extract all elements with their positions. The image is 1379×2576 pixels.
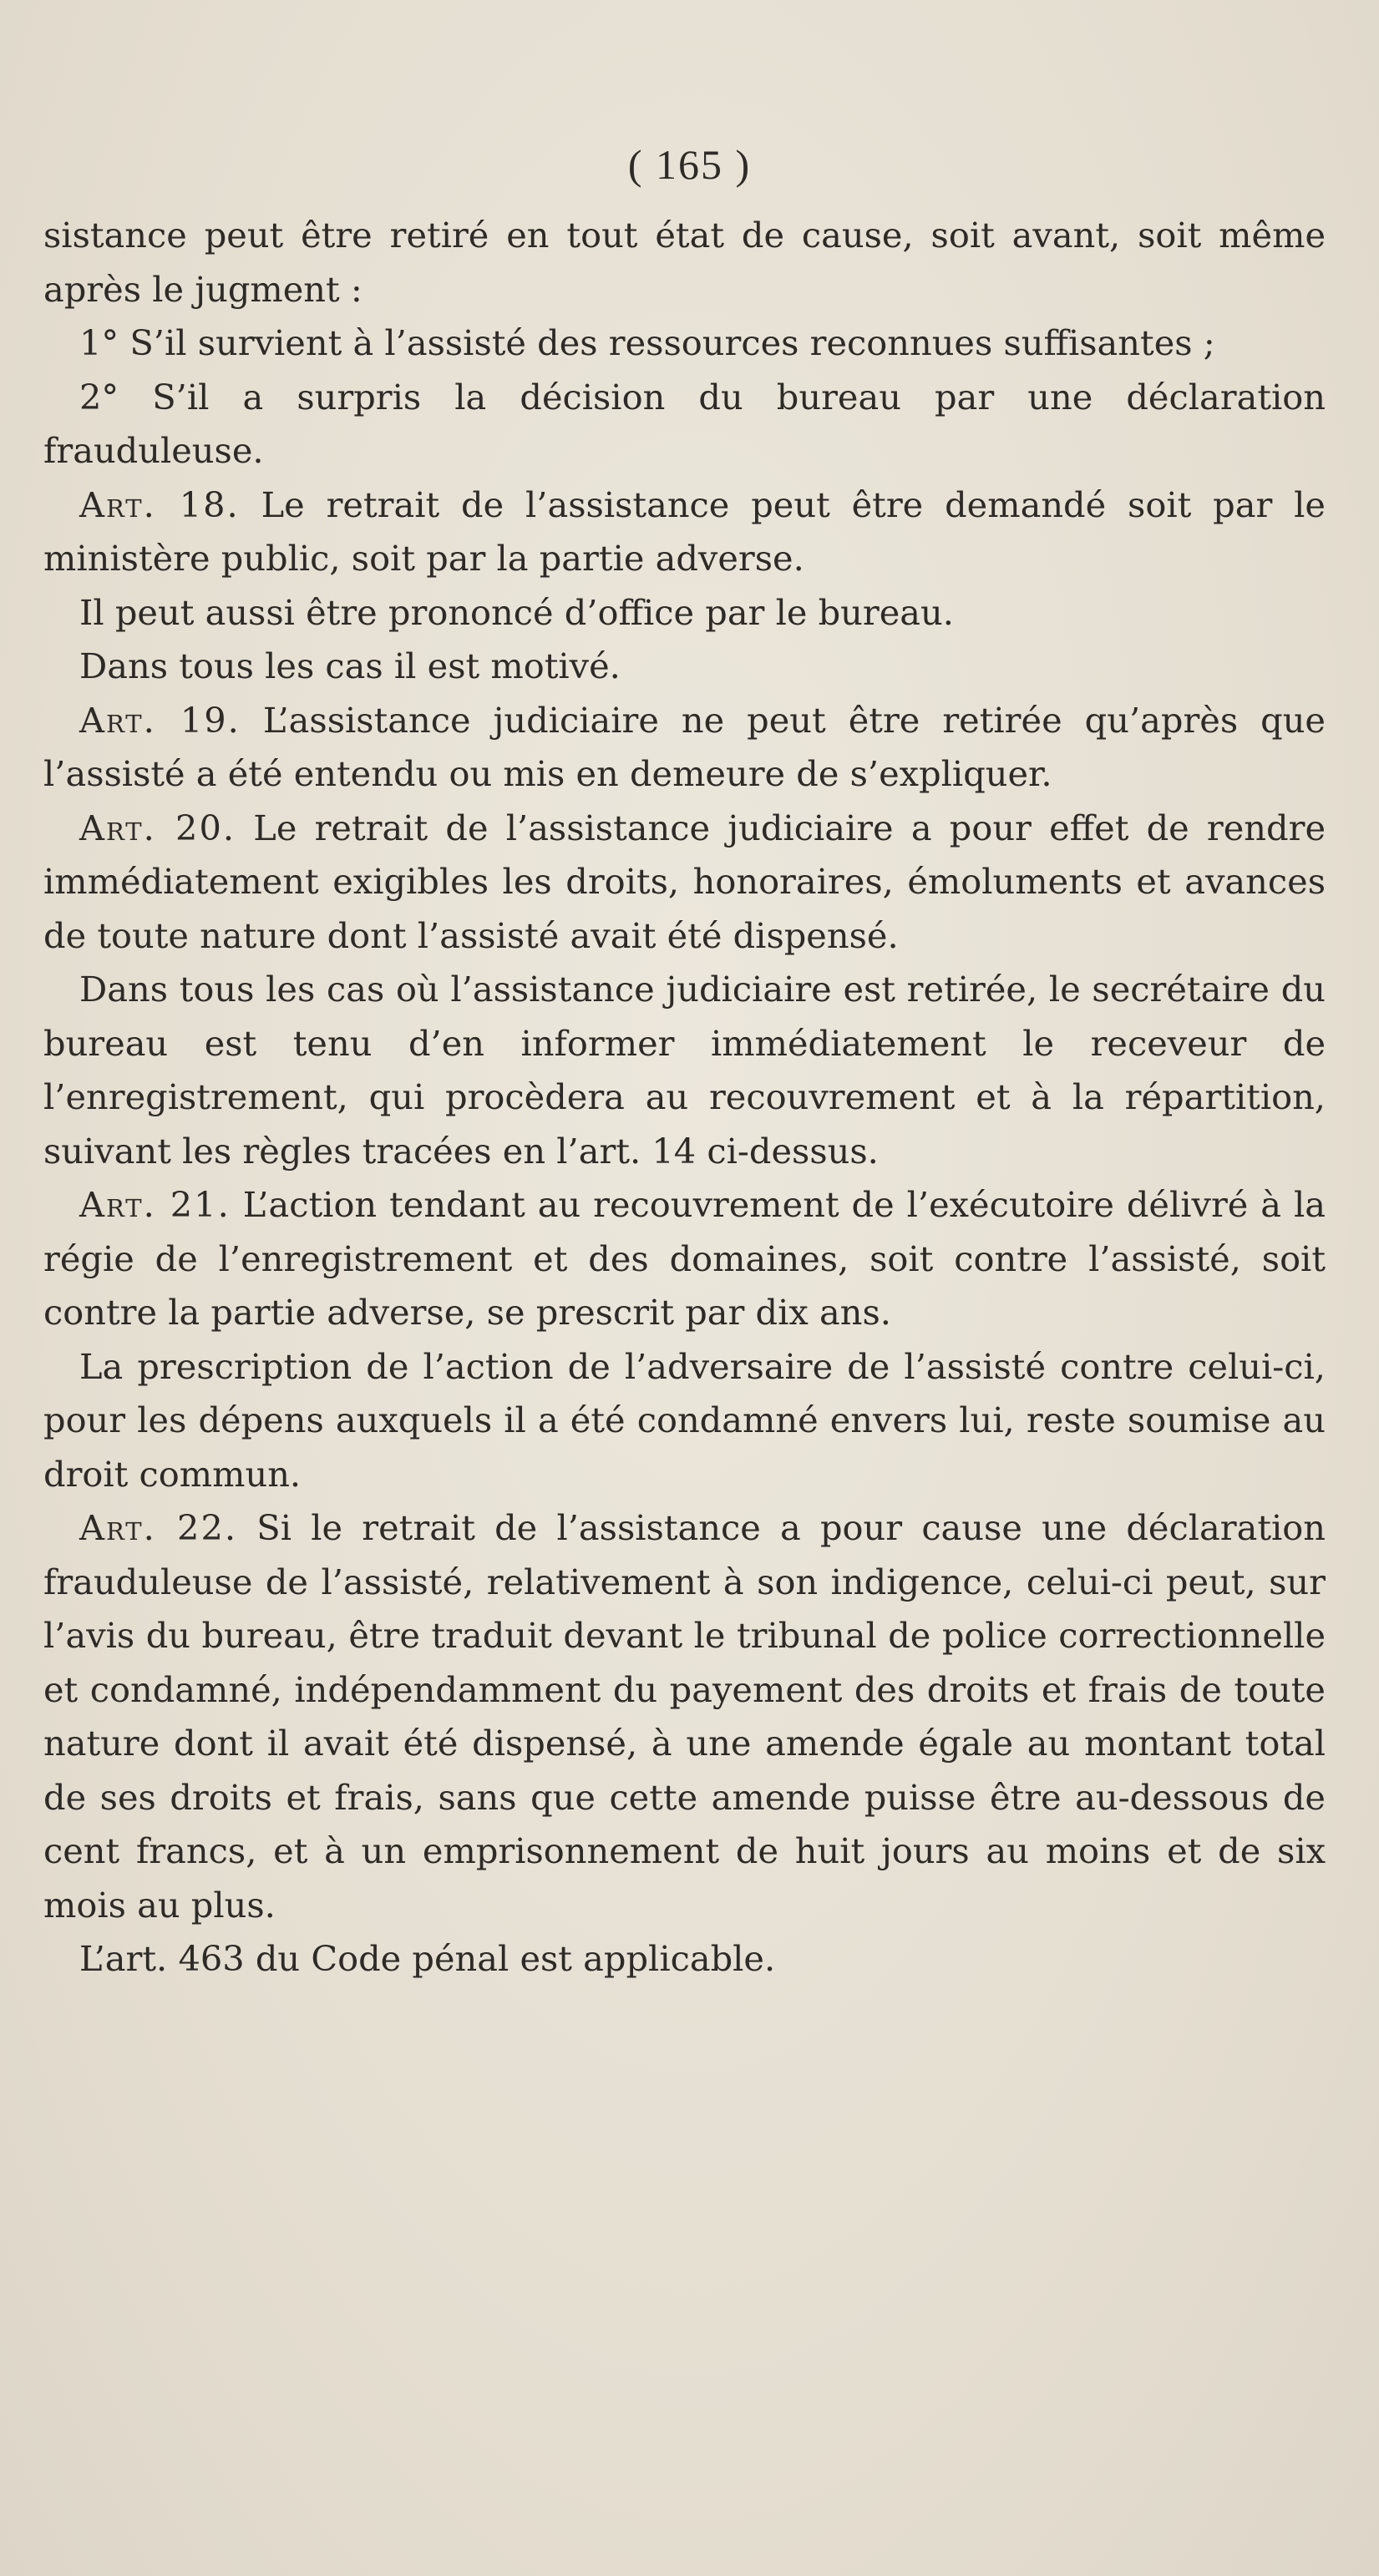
article-paragraph — [43, 478, 1326, 586]
paragraph — [43, 640, 1326, 694]
paragraph — [43, 963, 1326, 1178]
paragraph — [43, 1932, 1326, 1986]
paragraph-text: L’assistance judiciaire ne peut être retirée qu’après que l’assisté a été entendu ou mis en demeure de s’expliquer. — [43, 699, 1326, 794]
article-paragraph — [43, 802, 1326, 964]
article-paragraph — [43, 1501, 1326, 1932]
paragraph-text: Le retrait de l’assistance peut être demandé soit par le ministère public, soit par la partie adverse. — [43, 483, 1326, 579]
paragraph — [43, 1340, 1326, 1502]
paragraph-text: 2° S’il a surpris la décision du bureau par une déclaration frauduleuse. — [43, 376, 1326, 471]
body-text — [43, 209, 1326, 1986]
paragraph-text: L’action tendant au recouvrement de l’exécutoire délivré à la régie de l’enregistrement et des domaines, soit contre l’assisté, soit contre la partie adverse, se prescrit par dix ans. — [43, 1184, 1326, 1333]
article-paragraph — [43, 694, 1326, 802]
paragraph — [43, 209, 1326, 316]
paragraph-text: Dans tous les cas où l’assistance judiciaire est retirée, le secrétaire du bureau est tenu d’en informer immédiatement le receveur de l’enregistrement, qui procèdera au recouvrement et à la répartition, suivant les règles tracées en l’art. 14 ci-dessus. — [43, 969, 1326, 1172]
paragraph-text: Dans tous les cas il est motivé. — [79, 645, 621, 686]
paragraph-text: La prescription de l’action de l’adversaire de l’assisté contre celui-ci, pour les dépens auxquels il a été condamné envers lui, reste soumise au droit commun. — [43, 1345, 1326, 1495]
paragraph-text: Le retrait de l’assistance judiciaire a pour effet de rendre immédiatement exigibles les droits, honoraires, émoluments et avances de toute nature dont l’assisté avait été dispensé. — [43, 807, 1326, 956]
article-number: Art. 19. — [79, 699, 241, 741]
paragraph-text: Il peut aussi être prononcé d’office par le bureau. — [79, 591, 954, 633]
paragraph — [43, 371, 1326, 478]
paragraph — [43, 586, 1326, 640]
paragraph-text: L’art. 463 du Code pénal est applicable. — [79, 1938, 776, 1979]
page-number: ( 165 ) — [627, 141, 752, 188]
article-number: Art. 22. — [79, 1507, 238, 1548]
paragraph-text: 1° S’il survient à l’assisté des ressources reconnues suffisantes ; — [79, 322, 1215, 363]
article-number: Art. 21. — [79, 1184, 231, 1225]
paragraph-text: Si le retrait de l’assistance a pour cause une déclaration frauduleuse de l’assisté, relativement à son indigence, celui-ci peut, sur l’avis du bureau, être traduit devant le tribunal de police correctionnelle et condamné, indépendamment du payement des droits et frais de toute nature dont il avait été dispensé, à une amende égale au montant total de ses droits et frais, sans que cette amende puisse être au-dessous de cent francs, et à un emprisonnement de huit jours au moins et de six mois au plus. — [43, 1507, 1326, 1926]
article-number: Art. 20. — [79, 807, 236, 848]
paragraph-text: sistance peut être retiré en tout état de cause, soit avant, soit même après le jugment : — [43, 215, 1326, 310]
article-number: Art. 18. — [79, 483, 240, 525]
article-paragraph — [43, 1178, 1326, 1340]
paragraph — [43, 316, 1326, 371]
